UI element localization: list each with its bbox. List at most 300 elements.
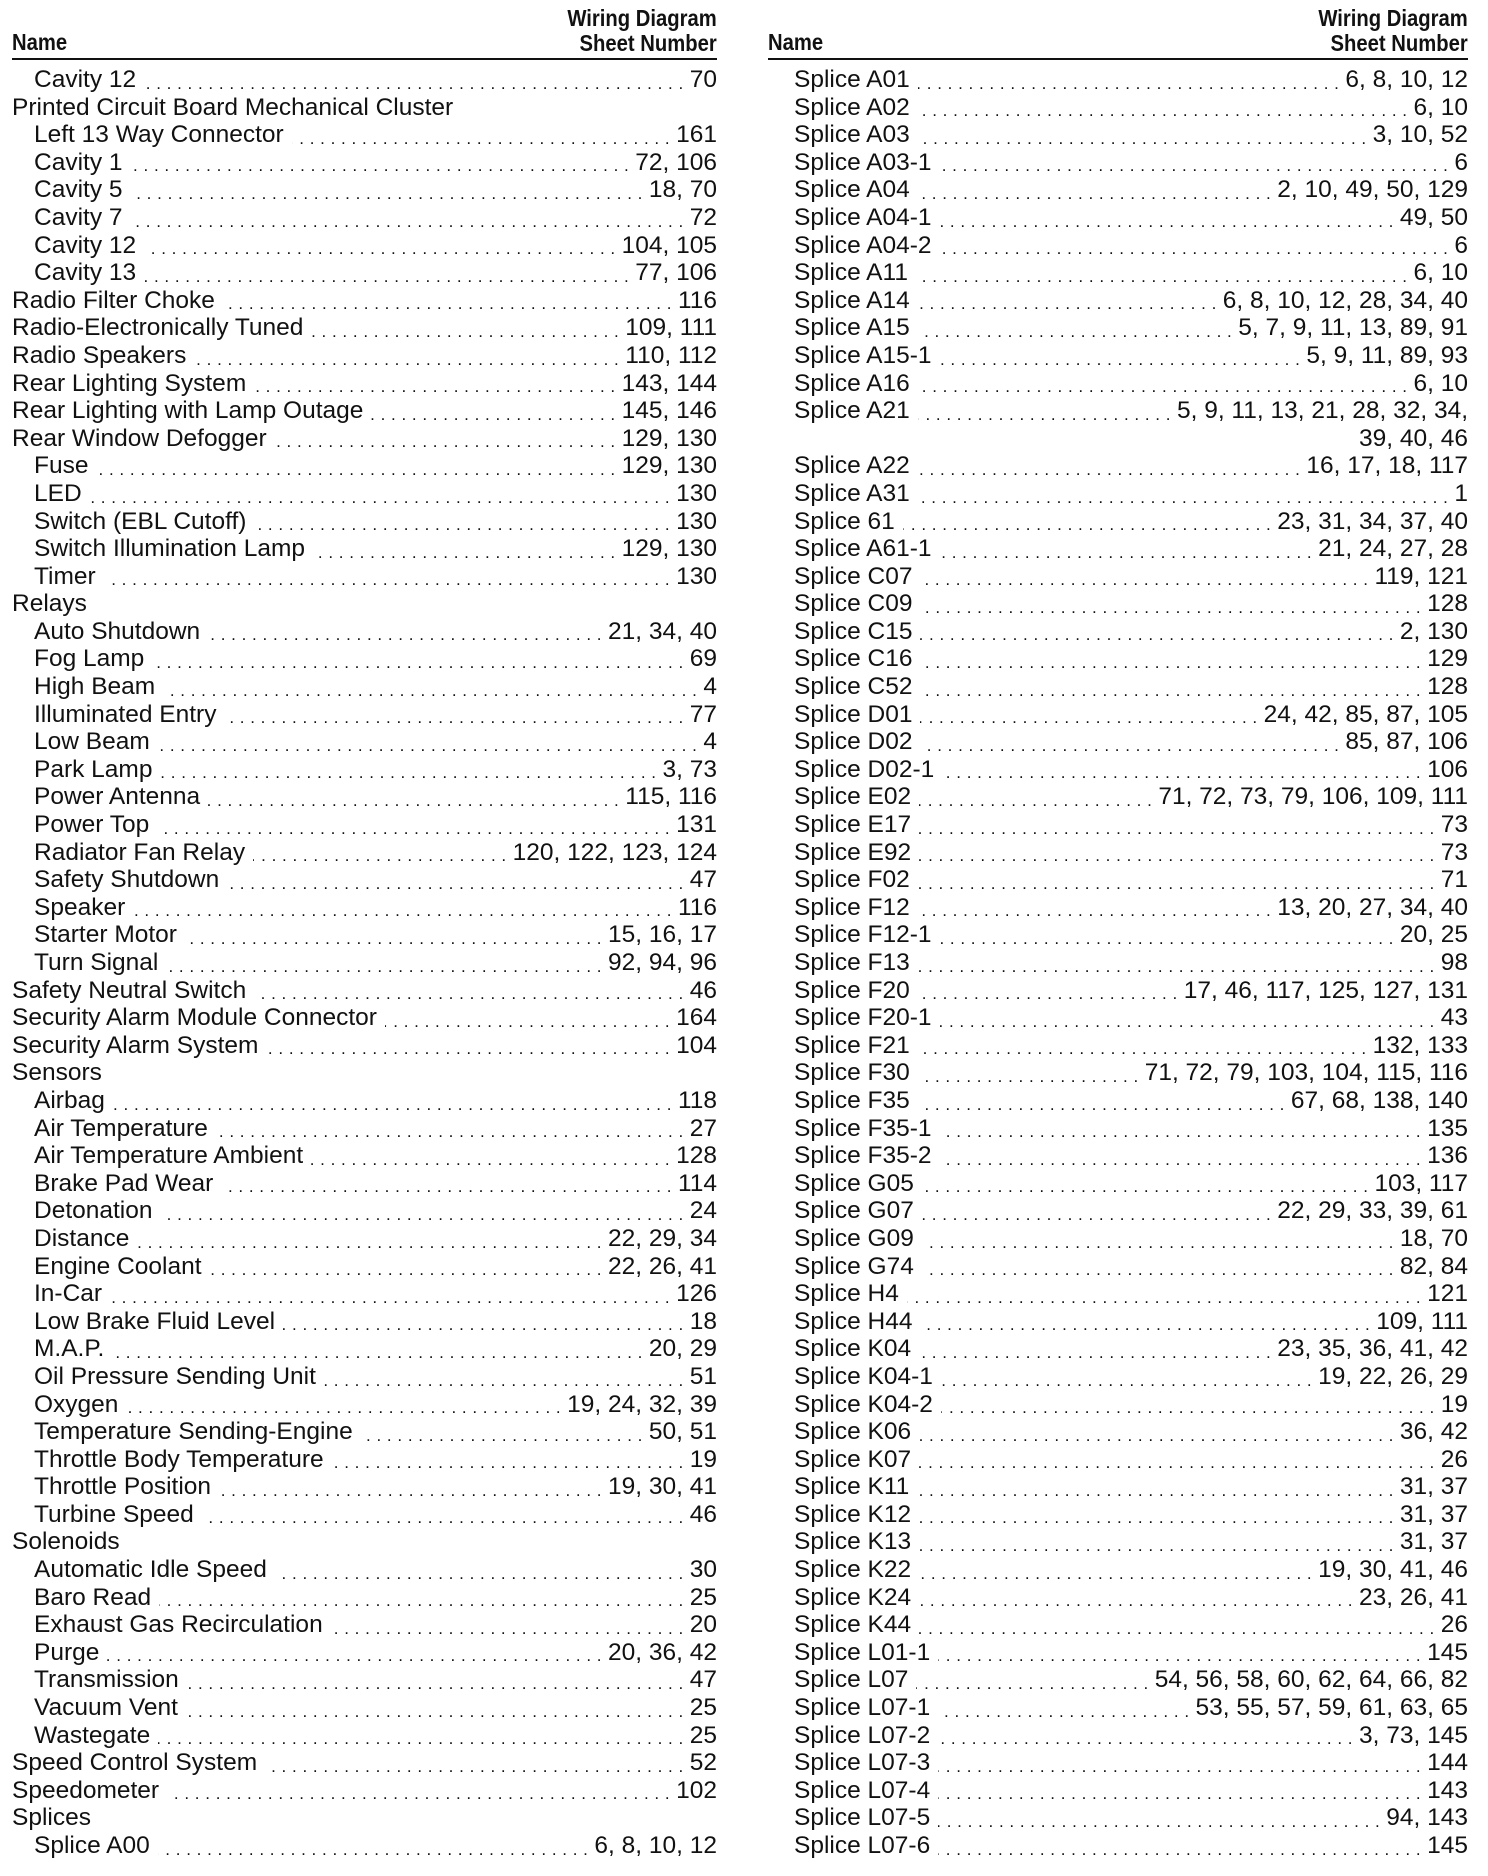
column-header — [12, 0, 717, 60]
entry-name: Splice F30 — [794, 1059, 910, 1087]
sheet-numbers: 4 — [703, 728, 717, 756]
sheet-numbers: 116 — [677, 893, 717, 921]
index-entry — [768, 1087, 1468, 1115]
dot-leader — [919, 783, 1152, 811]
index-entry — [12, 645, 717, 673]
dot-leader — [938, 1722, 1353, 1750]
dot-leader — [107, 1639, 602, 1667]
entry-name: Fog Lamp — [34, 645, 145, 673]
name-header: Name — [768, 29, 824, 55]
sheet-numbers: 121 — [1427, 1280, 1468, 1308]
index-entry — [768, 839, 1468, 867]
index-entry — [12, 342, 717, 370]
sheet-numbers: 19, 22, 26, 29 — [1318, 1362, 1468, 1390]
index-entry — [12, 1528, 717, 1556]
dot-leader — [940, 1142, 1422, 1170]
sheet-numbers: 6, 10 — [1413, 369, 1468, 397]
dot-leader — [202, 1501, 684, 1529]
entry-name: Splice A04-2 — [794, 231, 932, 259]
sheet-numbers: 54, 56, 58, 60, 62, 64, 66, 82 — [1154, 1666, 1468, 1694]
sheet-numbers: 18, 70 — [648, 176, 717, 204]
dot-leader — [938, 1694, 1189, 1722]
index-entry — [12, 1363, 717, 1391]
index-entry — [768, 1473, 1468, 1501]
index-entry — [12, 1418, 717, 1446]
index-entry — [768, 645, 1468, 673]
entry-name: Splice E17 — [794, 811, 912, 839]
index-entry — [12, 121, 717, 149]
entry-name: Rear Lighting System — [12, 369, 247, 397]
sheet-numbers: 130 — [676, 479, 717, 507]
index-entry — [12, 1280, 717, 1308]
dot-leader — [275, 425, 616, 453]
sheet-numbers: 24, 42, 85, 87, 105 — [1263, 700, 1468, 728]
entry-name: Splice A15 — [794, 314, 910, 342]
index-entry — [12, 259, 717, 287]
dot-leader — [187, 1666, 684, 1694]
index-entry — [12, 480, 717, 508]
left-column — [12, 0, 717, 1860]
dot-leader — [919, 1584, 1353, 1612]
dot-leader — [227, 866, 684, 894]
index-entry — [768, 949, 1468, 977]
index-entry — [12, 563, 717, 591]
index-entry — [768, 287, 1468, 315]
sheet-numbers: 36, 42 — [1399, 1418, 1468, 1446]
index-entry — [12, 1225, 717, 1253]
sheet-numbers: 22, 26, 41 — [608, 1252, 717, 1280]
index-entry — [768, 1032, 1468, 1060]
entry-name: Splice E02 — [794, 783, 912, 811]
dot-leader — [938, 1639, 1421, 1667]
dot-leader — [144, 66, 684, 94]
dot-leader — [385, 1004, 670, 1032]
entry-name: Baro Read — [34, 1583, 152, 1611]
index-entry — [12, 1804, 717, 1832]
index-entry — [768, 1832, 1468, 1860]
entry-name: Splice K24 — [794, 1583, 912, 1611]
index-entry — [768, 673, 1468, 701]
index-entry — [12, 94, 717, 122]
entry-name: Splice K06 — [794, 1418, 912, 1446]
entry-name: Splice A16 — [794, 369, 910, 397]
sheet-numbers: 145 — [1427, 1638, 1468, 1666]
sheet-numbers: 71 — [1440, 866, 1468, 894]
dot-leader — [292, 121, 670, 149]
index-entry — [12, 1335, 717, 1363]
entry-name: Splice F20-1 — [794, 1004, 932, 1032]
dot-leader — [942, 756, 1421, 784]
index-entry — [12, 673, 717, 701]
sheet-numbers: 106 — [1427, 755, 1468, 783]
entry-name: Oxygen — [34, 1390, 119, 1418]
sheet-numbers: 164 — [676, 1004, 717, 1032]
sheet-numbers: 144 — [1427, 1749, 1468, 1777]
sheet-numbers: 6, 8, 10, 12 — [1345, 66, 1468, 93]
entry-name: Splice K12 — [794, 1500, 912, 1528]
index-entry — [768, 370, 1468, 398]
index-entry — [768, 1694, 1468, 1722]
index-entry — [12, 866, 717, 894]
sheet-numbers: 71, 72, 73, 79, 106, 109, 111 — [1158, 783, 1468, 811]
sheet-numbers: 69 — [689, 645, 717, 673]
entry-name: Low Beam — [34, 728, 150, 756]
sheet-numbers: 30 — [689, 1556, 717, 1584]
sheet-numbers: 47 — [689, 1666, 717, 1694]
sheet-numbers: 6 — [1454, 231, 1468, 259]
sheet-numbers: 77 — [689, 700, 717, 728]
dot-leader — [223, 287, 672, 315]
index-entry — [12, 811, 717, 839]
sheet-numbers: 129 — [1427, 645, 1468, 673]
index-entry — [768, 1749, 1468, 1777]
entry-name: Splices — [12, 1804, 91, 1832]
sheet-numbers: 136 — [1427, 1142, 1468, 1170]
sheet-numbers: 67, 68, 138, 140 — [1290, 1086, 1468, 1114]
index-entry — [12, 1694, 717, 1722]
index-entry — [12, 1473, 717, 1501]
entry-name: Safety Neutral Switch — [12, 976, 247, 1004]
dot-leader — [918, 866, 1435, 894]
dot-leader — [940, 149, 1449, 177]
entry-name: Turbine Speed — [34, 1500, 194, 1528]
entry-name: Splice D02-1 — [794, 755, 935, 783]
sheet-numbers: 126 — [676, 1280, 717, 1308]
sheet-numbers: 73 — [1440, 838, 1468, 866]
entry-name: Splice K07 — [794, 1445, 912, 1473]
index-entry — [12, 1087, 717, 1115]
dot-leader — [266, 1032, 670, 1060]
sheet-header-line2: Sheet Number — [579, 30, 717, 56]
dot-leader — [918, 452, 1301, 480]
index-entry — [768, 314, 1468, 342]
sheet-numbers: 47 — [689, 866, 717, 894]
index-entry — [768, 342, 1468, 370]
right-entry-list — [768, 66, 1468, 1860]
dot-leader — [919, 1556, 1312, 1584]
sheet-numbers: 73 — [1440, 811, 1468, 839]
dot-leader — [922, 1197, 1271, 1225]
index-entry — [12, 1722, 717, 1750]
entry-name: Splice A04 — [794, 176, 910, 204]
dot-leader — [112, 1335, 643, 1363]
index-entry — [768, 259, 1468, 287]
index-entry — [768, 535, 1468, 563]
entry-name: Splice A21 — [794, 397, 910, 425]
sheet-numbers: 6, 8, 10, 12, 28, 34, 40 — [1222, 286, 1468, 314]
entry-name: Engine Coolant — [34, 1252, 202, 1280]
sheet-numbers: 13, 20, 27, 34, 40 — [1277, 893, 1468, 921]
sheet-numbers: 21, 34, 40 — [608, 617, 717, 645]
index-entry — [768, 176, 1468, 204]
index-entry — [768, 1170, 1468, 1198]
sheet-numbers: 82, 84 — [1399, 1252, 1468, 1280]
entry-name: Splice L07-3 — [794, 1749, 931, 1777]
entry-name: Auto Shutdown — [34, 617, 201, 645]
index-entry — [12, 839, 717, 867]
sheet-numbers: 6, 10 — [1413, 259, 1468, 287]
index-entry — [12, 1115, 717, 1143]
entry-name: Splice H4 — [794, 1280, 899, 1308]
index-entry — [768, 1804, 1468, 1832]
sheet-numbers: 1 — [1454, 479, 1468, 507]
sheet-numbers: 5, 9, 11, 13, 21, 28, 32, 34, — [1176, 397, 1468, 425]
entry-name: Throttle Body Temperature — [34, 1445, 324, 1473]
dot-leader — [919, 1501, 1394, 1529]
index-entry — [768, 1528, 1468, 1556]
dot-leader — [133, 894, 672, 922]
index-entry — [768, 1115, 1468, 1143]
entry-name: High Beam — [34, 673, 156, 701]
dot-leader — [918, 370, 1408, 398]
dot-leader — [361, 1418, 643, 1446]
sheet-numbers: 16, 17, 18, 117 — [1306, 452, 1468, 480]
index-entry — [768, 1446, 1468, 1474]
index-entry — [768, 452, 1468, 480]
entry-name: Splice F35 — [794, 1086, 910, 1114]
dot-leader — [776, 425, 1353, 453]
entry-name: Splice K11 — [794, 1473, 910, 1501]
index-entry — [768, 1335, 1468, 1363]
entry-name: Cavity 1 — [34, 148, 123, 176]
dot-leader — [254, 977, 684, 1005]
dot-leader — [920, 701, 1257, 729]
dot-leader — [158, 1832, 589, 1860]
dot-leader — [166, 949, 602, 977]
dot-leader — [126, 1391, 561, 1419]
dot-leader — [221, 1170, 672, 1198]
sheet-number-header — [568, 6, 717, 56]
sheet-numbers: 49, 50 — [1399, 203, 1468, 231]
entry-name: Radio-Electronically Tuned — [12, 314, 304, 342]
dot-leader — [311, 314, 619, 342]
sheet-header-line1: Wiring Diagram — [1318, 5, 1468, 31]
index-entry — [12, 1556, 717, 1584]
sheet-numbers: 19, 30, 41 — [608, 1473, 717, 1501]
sheet-numbers: 3, 73, 145 — [1359, 1721, 1468, 1749]
entry-name: Throttle Position — [34, 1473, 212, 1501]
sheet-numbers: 22, 29, 34 — [608, 1224, 717, 1252]
sheet-numbers: 18 — [689, 1307, 717, 1335]
sheet-numbers: 129, 130 — [621, 424, 717, 452]
sheet-numbers: 109, 111 — [1376, 1307, 1468, 1335]
left-entry-list — [12, 66, 717, 1860]
sheet-numbers: 26 — [1440, 1611, 1468, 1639]
entry-name: Splice G05 — [794, 1169, 914, 1197]
entry-name: Splice 61 — [794, 507, 895, 535]
dot-leader — [265, 1749, 684, 1777]
dot-leader — [918, 66, 1340, 94]
sheet-numbers: 53, 55, 57, 59, 61, 63, 65 — [1195, 1694, 1468, 1722]
sheet-numbers: 116 — [677, 286, 717, 314]
entry-name: Turn Signal — [34, 949, 159, 976]
sheet-numbers: 27 — [689, 1114, 717, 1142]
sheet-numbers: 50, 51 — [648, 1418, 717, 1446]
index-entry — [12, 921, 717, 949]
dot-leader — [938, 1804, 1380, 1832]
dot-leader — [940, 232, 1449, 260]
dot-leader — [158, 1722, 684, 1750]
sheet-numbers: 128 — [1427, 673, 1468, 701]
entry-name: Splice A04-1 — [794, 203, 932, 231]
sheet-numbers: 4 — [703, 673, 717, 701]
dot-leader — [219, 1473, 602, 1501]
sheet-numbers: 17, 46, 117, 125, 127, 131 — [1183, 976, 1468, 1004]
index-entry — [768, 811, 1468, 839]
dot-leader — [283, 1308, 684, 1336]
entry-name: Splice G07 — [794, 1197, 914, 1225]
dot-leader — [159, 1584, 684, 1612]
index-entry — [12, 1777, 717, 1805]
sheet-numbers: 5, 9, 11, 89, 93 — [1306, 341, 1468, 369]
sheet-numbers: 104 — [676, 1031, 717, 1059]
index-entry — [768, 728, 1468, 756]
entry-name: Splice A03-1 — [794, 148, 932, 176]
sheet-numbers: 130 — [676, 507, 717, 535]
entry-name: Splice A14 — [794, 286, 910, 314]
dot-leader — [208, 618, 602, 646]
dot-leader — [253, 839, 507, 867]
dot-leader — [919, 811, 1435, 839]
index-entry — [768, 508, 1468, 536]
entry-name: Splice D01 — [794, 700, 913, 728]
dot-leader — [918, 287, 1217, 315]
dot-leader — [918, 480, 1449, 508]
entry-name: Starter Motor — [34, 921, 177, 949]
index-entry — [12, 1446, 717, 1474]
entry-name: Power Antenna — [34, 783, 201, 811]
sheet-numbers: 23, 35, 36, 41, 42 — [1277, 1335, 1468, 1363]
dot-leader — [131, 204, 684, 232]
index-entry — [768, 1225, 1468, 1253]
entry-name: Switch Illumination Lamp — [34, 535, 305, 563]
dot-leader — [158, 728, 698, 756]
dot-leader — [940, 204, 1394, 232]
entry-name: Splice A31 — [794, 479, 910, 507]
dot-leader — [96, 452, 615, 480]
sheet-numbers: 103, 117 — [1374, 1169, 1468, 1197]
sheet-numbers: 46 — [689, 976, 717, 1004]
index-entry — [768, 701, 1468, 729]
entry-name: Splice L07-1 — [794, 1694, 931, 1722]
index-entry — [12, 66, 717, 94]
index-entry — [12, 977, 717, 1005]
dot-leader — [941, 1391, 1435, 1419]
dot-leader — [918, 977, 1178, 1005]
entry-name: Rear Lighting with Lamp Outage — [12, 397, 364, 425]
sheet-numbers: 72 — [689, 203, 717, 231]
sheet-numbers: 104, 105 — [621, 231, 717, 259]
sheet-header-line2: Sheet Number — [1330, 30, 1468, 56]
index-entry — [768, 66, 1468, 94]
entry-name: Switch (EBL Cutoff) — [34, 507, 247, 535]
dot-leader — [940, 1004, 1435, 1032]
sheet-numbers: 6, 8, 10, 12 — [594, 1832, 717, 1859]
index-entry — [768, 1777, 1468, 1805]
dot-leader — [152, 645, 683, 673]
sheet-numbers: 23, 31, 34, 37, 40 — [1277, 507, 1468, 535]
sheet-numbers: 24 — [689, 1197, 717, 1225]
dot-leader — [185, 921, 602, 949]
dot-leader — [161, 1197, 684, 1225]
index-entry — [768, 480, 1468, 508]
entry-name: Splice K44 — [794, 1611, 912, 1639]
index-entry — [12, 535, 717, 563]
sheet-numbers: 72, 106 — [635, 148, 717, 176]
dot-leader — [907, 1280, 1421, 1308]
dot-leader — [224, 701, 683, 729]
sheet-numbers: 130 — [676, 562, 717, 590]
entry-name: Radio Speakers — [12, 341, 187, 369]
index-entry — [12, 232, 717, 260]
sheet-numbers: 85, 87, 106 — [1345, 728, 1468, 756]
entry-name: Fuse — [34, 452, 89, 480]
dot-leader — [210, 1253, 602, 1281]
sheet-numbers: 39, 40, 46 — [1359, 424, 1468, 452]
sheet-numbers: 145 — [1427, 1832, 1468, 1859]
entry-name: Detonation — [34, 1197, 153, 1225]
dot-leader — [920, 1308, 1370, 1336]
sheet-numbers: 109, 111 — [625, 314, 717, 342]
index-entry — [768, 1142, 1468, 1170]
index-entry — [768, 1556, 1468, 1584]
entry-name: M.A.P. — [34, 1335, 105, 1363]
entry-name: Splice A11 — [794, 259, 908, 287]
index-entry — [12, 1391, 717, 1419]
sheet-numbers: 115, 116 — [625, 783, 717, 811]
sheet-numbers: 129, 130 — [621, 535, 717, 563]
entry-name: Splice D02 — [794, 728, 913, 756]
dot-leader — [131, 176, 643, 204]
index-entry — [768, 94, 1468, 122]
sheet-number-header — [1319, 6, 1468, 56]
dot-leader — [113, 1087, 672, 1115]
entry-name: Splice F35-2 — [794, 1142, 932, 1170]
sheet-numbers: 120, 122, 123, 124 — [512, 838, 717, 866]
entry-name: Power Top — [34, 811, 150, 839]
entry-name: Brake Pad Wear — [34, 1169, 214, 1197]
sheet-numbers: 110, 112 — [625, 341, 717, 369]
dot-leader — [131, 149, 630, 177]
sheet-numbers: 145, 146 — [621, 397, 717, 425]
entry-name: Splice C07 — [794, 562, 913, 590]
sheet-numbers: 132, 133 — [1372, 1031, 1468, 1059]
index-entry — [768, 1280, 1468, 1308]
entry-name: Cavity 7 — [34, 203, 123, 231]
column-header — [768, 0, 1468, 60]
sheet-numbers: 21, 24, 27, 28 — [1318, 535, 1468, 563]
dot-leader — [940, 1115, 1422, 1143]
entry-name: Cavity 13 — [34, 259, 137, 287]
index-entry — [768, 149, 1468, 177]
entry-name: Oil Pressure Sending Unit — [34, 1362, 316, 1390]
entry-name: Splice F12-1 — [794, 921, 932, 949]
entry-name: Radio Filter Choke — [12, 286, 215, 314]
index-entry — [768, 1584, 1468, 1612]
sheet-numbers: 2, 10, 49, 50, 129 — [1277, 176, 1468, 204]
dot-leader — [938, 1749, 1421, 1777]
dot-leader — [918, 1087, 1285, 1115]
dot-leader — [919, 1528, 1394, 1556]
index-entry — [12, 1308, 717, 1336]
entry-name: Security Alarm Module Connector — [12, 1004, 377, 1032]
entry-name: LED — [34, 479, 82, 507]
sheet-numbers: 71, 72, 79, 103, 104, 115, 116 — [1144, 1059, 1468, 1087]
entry-name: Splice L07-4 — [794, 1776, 931, 1804]
entry-name: Security Alarm System — [12, 1031, 259, 1059]
dot-leader — [311, 1142, 670, 1170]
dot-leader — [920, 563, 1368, 591]
